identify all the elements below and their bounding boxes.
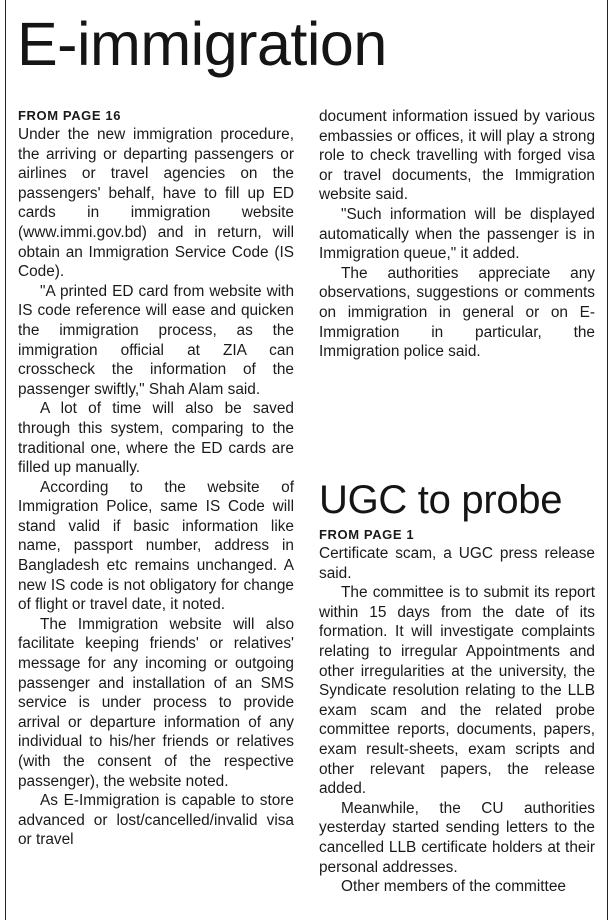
headline-e-immigration: E-immigration — [17, 10, 387, 78]
article-paragraph: document information issued by various embassies or offices, it will play a strong role to check travelling with forged visa or travel documents, the Immigration website said. — [319, 108, 595, 204]
article-paragraph: Other members of the committee — [341, 878, 566, 896]
article-paragraph: A lot of time will also be saved through this system, comparing to the traditional one, where the ED cards are filled up manually. — [18, 400, 294, 477]
article-paragraph: As E-Immigration is capable to store advanced or lost/cancelled/invalid visa or travel — [18, 792, 294, 849]
article-paragraph: "Such information will be displayed automatically when the passenger is in Immigration queue," it added. — [319, 205, 595, 263]
article-paragraph: Under the new immigration procedure, the arriving or departing passengers or airlines or travel agencies on the passengers' behalf, have to fill up ED cards in immigration website (www.immi.gov.bd) and in return, will obtain an Immigration Service Code (IS Code). — [18, 126, 294, 281]
kicker-from-page-16: FROM PAGE 16 — [18, 108, 122, 123]
article-paragraph: The committee is to submit its report within 15 days from the date of its formation. It will investigate complaints relating to irregular Appointments and other irregularities at the university, the Syndicate resolution relating to the LLB exam scam and the related probe committee reports, documents, papers, exam result-sheets, exam scripts and other relevant papers, the release added. — [319, 584, 595, 798]
kicker-from-page-1: FROM PAGE 1 — [319, 527, 415, 542]
article-paragraph: The Immigration website will also facilitate keeping friends' or relatives' message for any incoming or outgoing passenger and installation of an SMS service is under process to provide arrival or departure information of any individual to his/her friends or relatives (with the consent of the respective passenger), the website noted. — [18, 615, 294, 790]
article-ugc-to-probe — [319, 527, 595, 897]
column-rule-right — [607, 0, 608, 920]
article-paragraph: According to the website of Immigration Police, same IS Code will stand valid if basic information like name, passport number, address in Bangladesh etc remains unchanged. A new IS code is not obligatory for change of flight or travel date, it noted. — [18, 478, 294, 614]
article-paragraph: The authorities appreciate any observations, suggestions or comments on immigration in general or on E-Immigration in particular, the Immigration police said. — [319, 264, 595, 361]
headline-ugc-to-probe: UGC to probe — [319, 478, 563, 522]
article-paragraph: Certificate scam, a UGC press release said. — [319, 545, 595, 582]
article-e-immigration-column-2 — [319, 107, 595, 362]
article-paragraph: Meanwhile, the CU authorities yesterday started sending letters to the cancelled LLB certificate holders at their personal addresses. — [319, 799, 595, 876]
article-e-immigration-column-1 — [18, 108, 294, 850]
column-rule-left — [5, 0, 6, 920]
article-paragraph: "A printed ED card from website with IS code reference will ease and quicken the immigration process, as the immigration official at ZIA can crosscheck the information of the passenger swiftly," Shah Alam said. — [18, 282, 294, 398]
